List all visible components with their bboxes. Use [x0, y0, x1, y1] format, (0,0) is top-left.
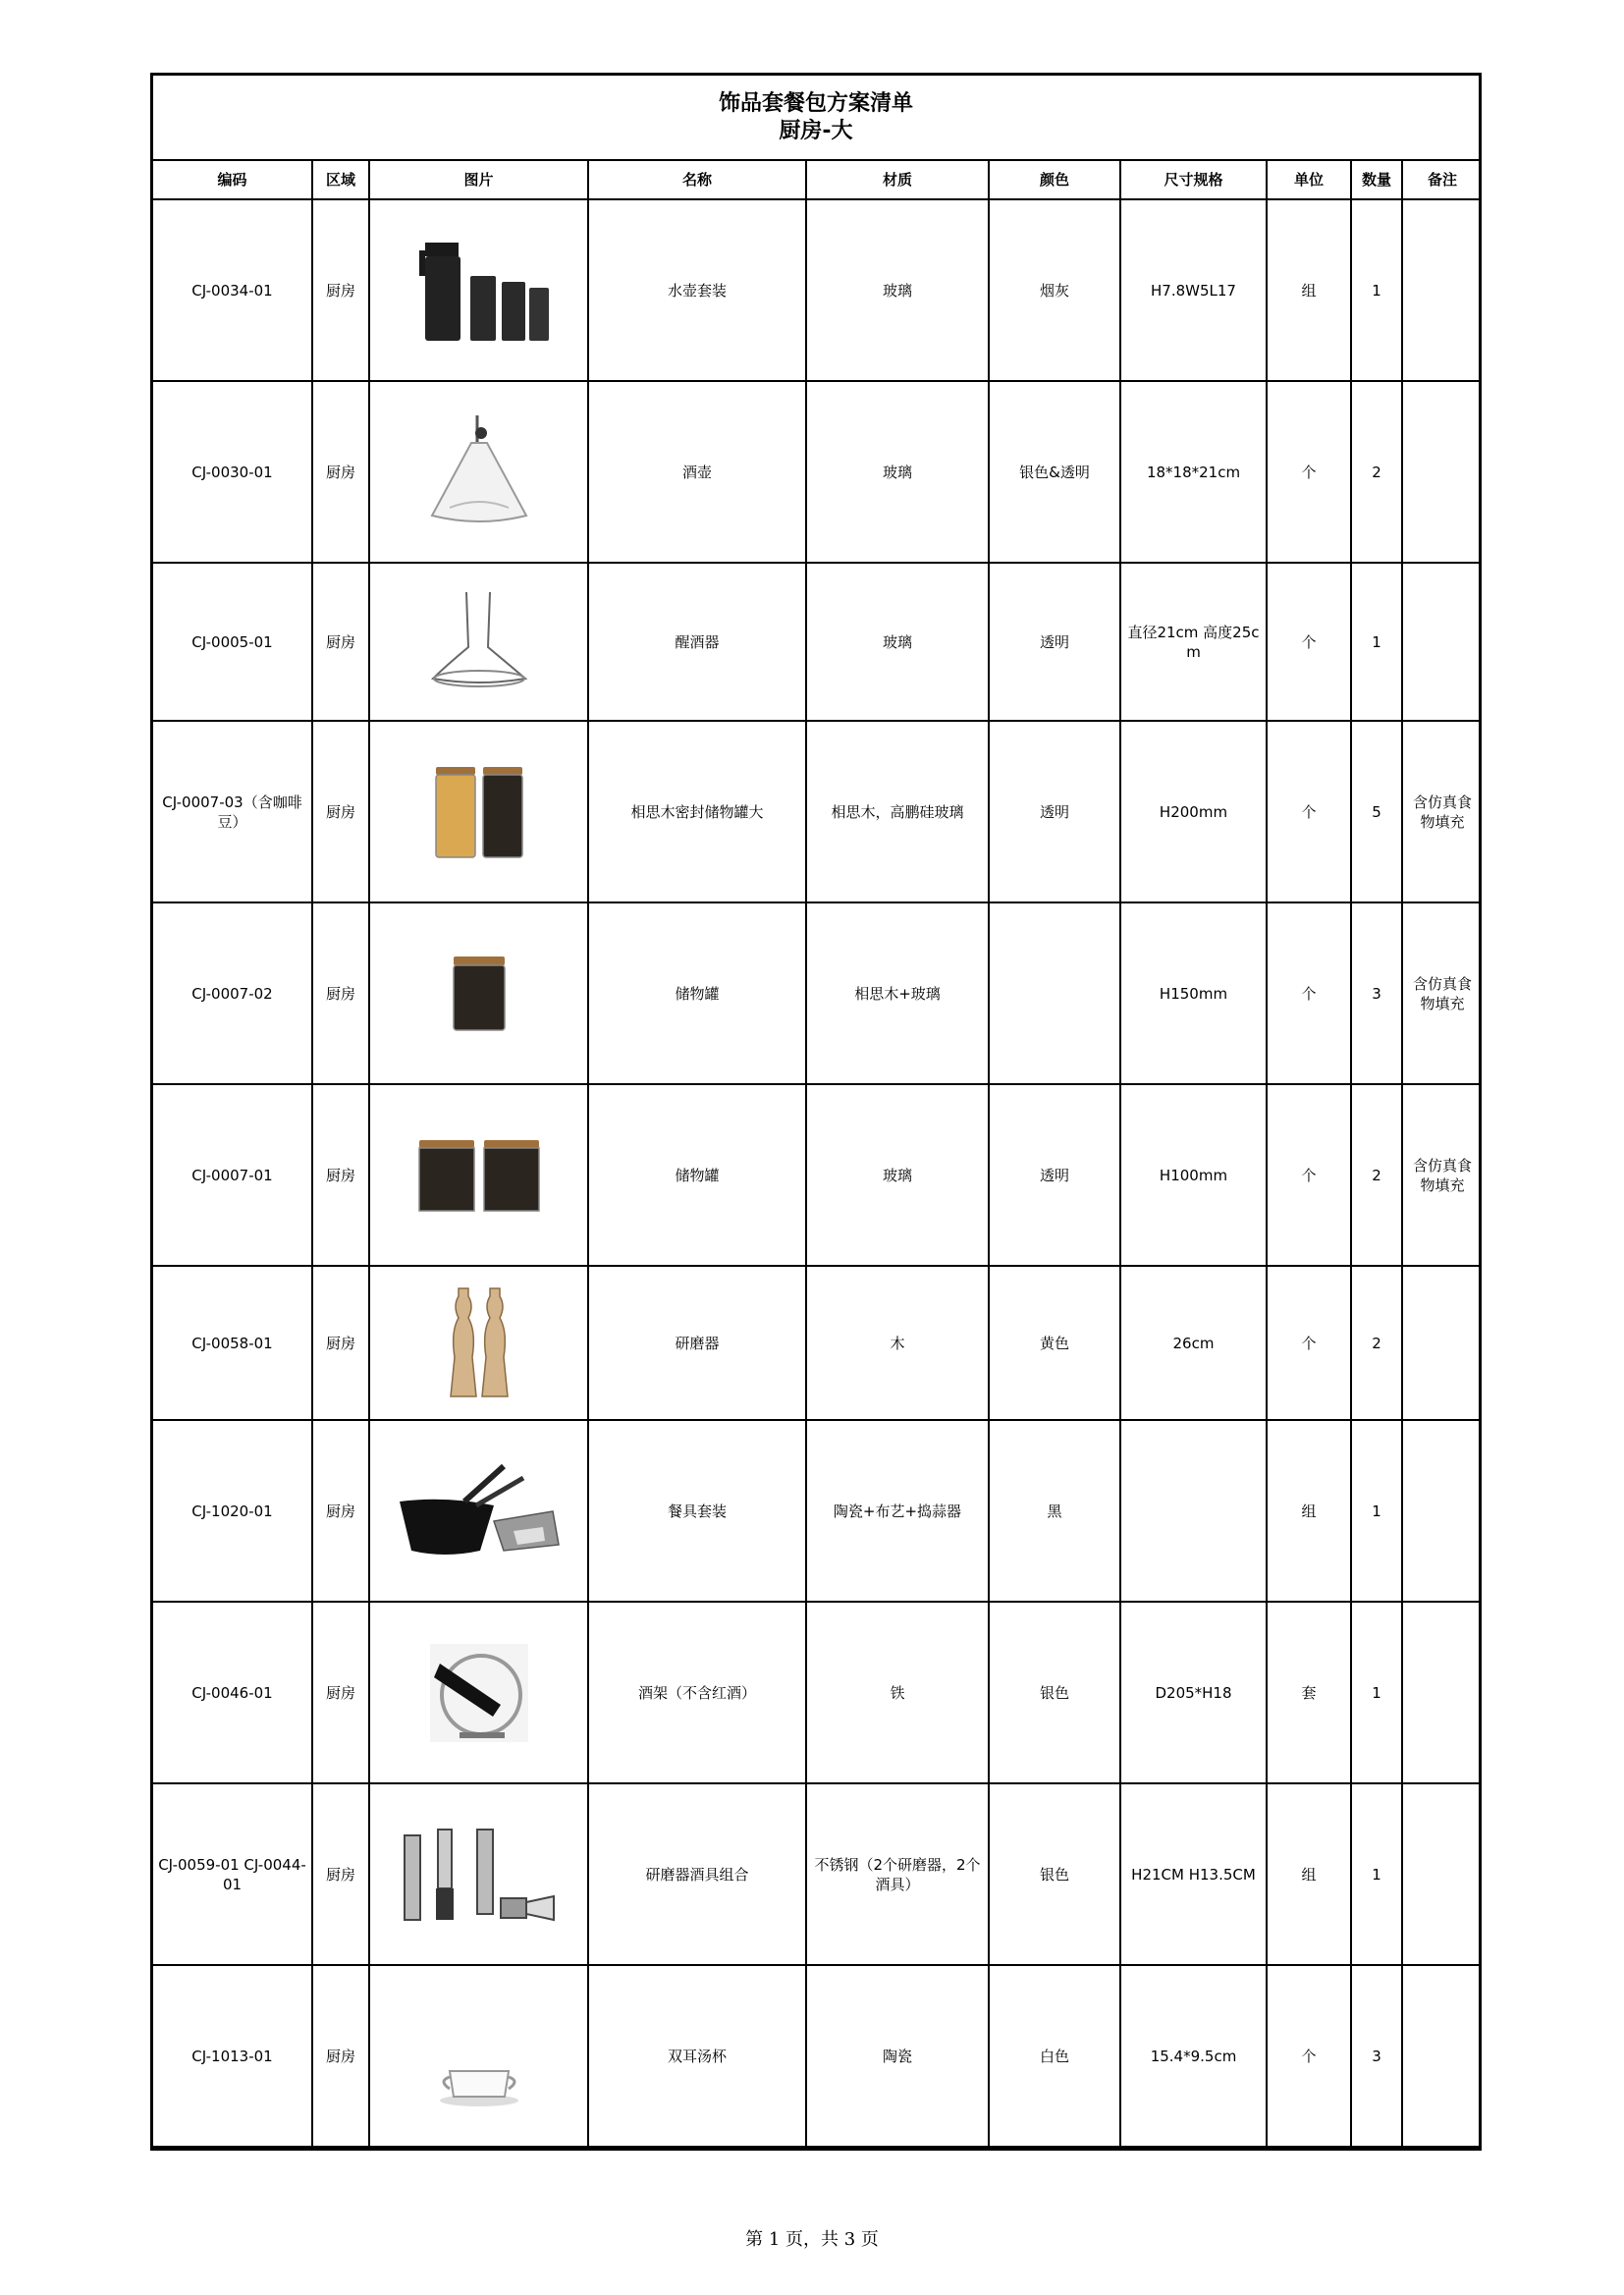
cell-name: 储物罐 [588, 902, 806, 1084]
table-row [153, 1965, 1482, 2147]
cell-color: 白色 [989, 1965, 1120, 2147]
cell-color [989, 902, 1120, 1084]
cell-code: CJ-0007-02 [153, 902, 312, 1084]
cell-code: CJ-0005-01 [153, 563, 312, 721]
cell-unit: 组 [1267, 1783, 1351, 1965]
items-table [153, 161, 1482, 2148]
cell-qty: 5 [1351, 721, 1402, 902]
cell-size: 直径21cm 高度25cm [1120, 563, 1267, 721]
cell-note: 含仿真食物填充 [1402, 721, 1482, 902]
grinder-barware-set-image [401, 1826, 558, 1924]
cell-qty: 2 [1351, 1084, 1402, 1266]
cell-material: 玻璃 [806, 199, 989, 381]
wine-pot-image [420, 413, 538, 531]
cell-unit: 组 [1267, 199, 1351, 381]
cell-qty: 1 [1351, 1783, 1402, 1965]
cell-code: CJ-1013-01 [153, 1965, 312, 2147]
cell-color: 银色&透明 [989, 381, 1120, 563]
cell-area: 厨房 [312, 1602, 369, 1783]
cell-area: 厨房 [312, 1965, 369, 2147]
cell-size: 18*18*21cm [1120, 381, 1267, 563]
cell-image [369, 1084, 588, 1266]
cell-size: 15.4*9.5cm [1120, 1965, 1267, 2147]
cell-qty: 1 [1351, 1602, 1402, 1783]
cell-qty: 1 [1351, 1420, 1402, 1602]
cell-size: H200mm [1120, 721, 1267, 902]
cell-name: 研磨器酒具组合 [588, 1783, 806, 1965]
cell-area: 厨房 [312, 721, 369, 902]
wine-rack-image [430, 1644, 528, 1742]
cell-material: 相思木+玻璃 [806, 902, 989, 1084]
cell-name: 水壶套装 [588, 199, 806, 381]
cell-color: 透明 [989, 563, 1120, 721]
cell-code: CJ-0030-01 [153, 381, 312, 563]
cell-name: 酒架（不含红酒） [588, 1602, 806, 1783]
pepper-grinder-image [445, 1284, 514, 1402]
cell-name: 酒壶 [588, 381, 806, 563]
cell-color: 烟灰 [989, 199, 1120, 381]
cell-qty: 1 [1351, 563, 1402, 721]
cell-unit: 个 [1267, 381, 1351, 563]
cell-note: 含仿真食物填充 [1402, 902, 1482, 1084]
cell-qty: 2 [1351, 1266, 1402, 1420]
cell-code: CJ-0058-01 [153, 1266, 312, 1420]
cell-note: 含仿真食物填充 [1402, 1084, 1482, 1266]
header-qty: 数量 [1351, 161, 1402, 199]
header-area: 区域 [312, 161, 369, 199]
cell-qty: 3 [1351, 1965, 1402, 2147]
cell-material: 玻璃 [806, 563, 989, 721]
cell-image [369, 381, 588, 563]
cell-size: 26cm [1120, 1266, 1267, 1420]
cell-size [1120, 1420, 1267, 1602]
cell-note [1402, 1266, 1482, 1420]
header-color: 颜色 [989, 161, 1120, 199]
header-name: 名称 [588, 161, 806, 199]
cell-material: 陶瓷 [806, 1965, 989, 2147]
table-row [153, 1266, 1482, 1420]
decanter-image [425, 588, 533, 696]
cell-color: 透明 [989, 721, 1120, 902]
storage-jar-large-image [430, 763, 528, 861]
cell-image [369, 721, 588, 902]
cell-image [369, 199, 588, 381]
cell-unit: 套 [1267, 1602, 1351, 1783]
cell-unit: 个 [1267, 1266, 1351, 1420]
cell-unit: 个 [1267, 1965, 1351, 2147]
tableware-set-image [396, 1462, 563, 1560]
header-row [153, 161, 1482, 199]
cell-size: H7.8W5L17 [1120, 199, 1267, 381]
cell-area: 厨房 [312, 1783, 369, 1965]
header-unit: 单位 [1267, 161, 1351, 199]
cell-color: 黄色 [989, 1266, 1120, 1420]
table-row [153, 1783, 1482, 1965]
cell-image [369, 1420, 588, 1602]
cell-name: 餐具套装 [588, 1420, 806, 1602]
cell-material: 相思木，高鹏硅玻璃 [806, 721, 989, 902]
cell-image [369, 1965, 588, 2147]
cell-area: 厨房 [312, 381, 369, 563]
cell-image [369, 1602, 588, 1783]
cell-name: 醒酒器 [588, 563, 806, 721]
cell-area: 厨房 [312, 199, 369, 381]
kettle-set-image [406, 237, 553, 345]
cell-note [1402, 1420, 1482, 1602]
cell-area: 厨房 [312, 1266, 369, 1420]
cell-material: 不锈钢（2个研磨器，2个酒具） [806, 1783, 989, 1965]
storage-jar-small-image [417, 1138, 541, 1213]
cell-material: 玻璃 [806, 381, 989, 563]
cell-code: CJ-1020-01 [153, 1420, 312, 1602]
document-subtitle: 厨房-大 [779, 118, 853, 143]
cell-note [1402, 1783, 1482, 1965]
cell-unit: 个 [1267, 1084, 1351, 1266]
cell-color: 黑 [989, 1420, 1120, 1602]
cell-image [369, 1266, 588, 1420]
cell-name: 双耳汤杯 [588, 1965, 806, 2147]
cell-name: 相思木密封储物罐大 [588, 721, 806, 902]
cell-note [1402, 199, 1482, 381]
cell-code: CJ-0059-01 CJ-0044-01 [153, 1783, 312, 1965]
cell-unit: 个 [1267, 563, 1351, 721]
table-row [153, 1084, 1482, 1266]
cell-unit: 个 [1267, 902, 1351, 1084]
cell-note [1402, 1965, 1482, 2147]
header-code: 编码 [153, 161, 312, 199]
cell-size: D205*H18 [1120, 1602, 1267, 1783]
cell-code: CJ-0046-01 [153, 1602, 312, 1783]
page-footer: 第 1 页，共 3 页 [745, 2229, 879, 2250]
cell-area: 厨房 [312, 1420, 369, 1602]
cell-area: 厨房 [312, 1084, 369, 1266]
header-image: 图片 [369, 161, 588, 199]
cell-area: 厨房 [312, 563, 369, 721]
cell-code: CJ-0007-03（含咖啡豆） [153, 721, 312, 902]
document-title: 饰品套餐包方案清单 [718, 90, 913, 116]
cell-note [1402, 563, 1482, 721]
table-row [153, 563, 1482, 721]
header-size: 尺寸规格 [1120, 161, 1267, 199]
order-sheet [150, 73, 1482, 2151]
cell-code: CJ-0007-01 [153, 1084, 312, 1266]
cell-unit: 组 [1267, 1420, 1351, 1602]
cell-material: 玻璃 [806, 1084, 989, 1266]
cell-qty: 2 [1351, 381, 1402, 563]
cell-image [369, 902, 588, 1084]
table-row [153, 381, 1482, 563]
cell-color: 银色 [989, 1602, 1120, 1783]
cell-material: 陶瓷+布艺+捣蒜器 [806, 1420, 989, 1602]
table-row [153, 721, 1482, 902]
cell-name: 储物罐 [588, 1084, 806, 1266]
cell-size: H21CM H13.5CM [1120, 1783, 1267, 1965]
cell-name: 研磨器 [588, 1266, 806, 1420]
cell-color: 银色 [989, 1783, 1120, 1965]
table-row [153, 199, 1482, 381]
cell-note [1402, 381, 1482, 563]
cell-qty: 3 [1351, 902, 1402, 1084]
cell-image [369, 1783, 588, 1965]
title-box [153, 76, 1479, 161]
cell-code: CJ-0034-01 [153, 199, 312, 381]
cell-size: H150mm [1120, 902, 1267, 1084]
table-row [153, 902, 1482, 1084]
soup-cup-image [430, 2002, 528, 2110]
cell-size: H100mm [1120, 1084, 1267, 1266]
cell-note [1402, 1602, 1482, 1783]
cell-qty: 1 [1351, 199, 1402, 381]
header-material: 材质 [806, 161, 989, 199]
table-row [153, 1602, 1482, 1783]
cell-image [369, 563, 588, 721]
table-row [153, 1420, 1482, 1602]
cell-area: 厨房 [312, 902, 369, 1084]
cell-unit: 个 [1267, 721, 1351, 902]
storage-jar-medium-image [450, 955, 509, 1033]
cell-material: 木 [806, 1266, 989, 1420]
header-note: 备注 [1402, 161, 1482, 199]
cell-material: 铁 [806, 1602, 989, 1783]
cell-color: 透明 [989, 1084, 1120, 1266]
